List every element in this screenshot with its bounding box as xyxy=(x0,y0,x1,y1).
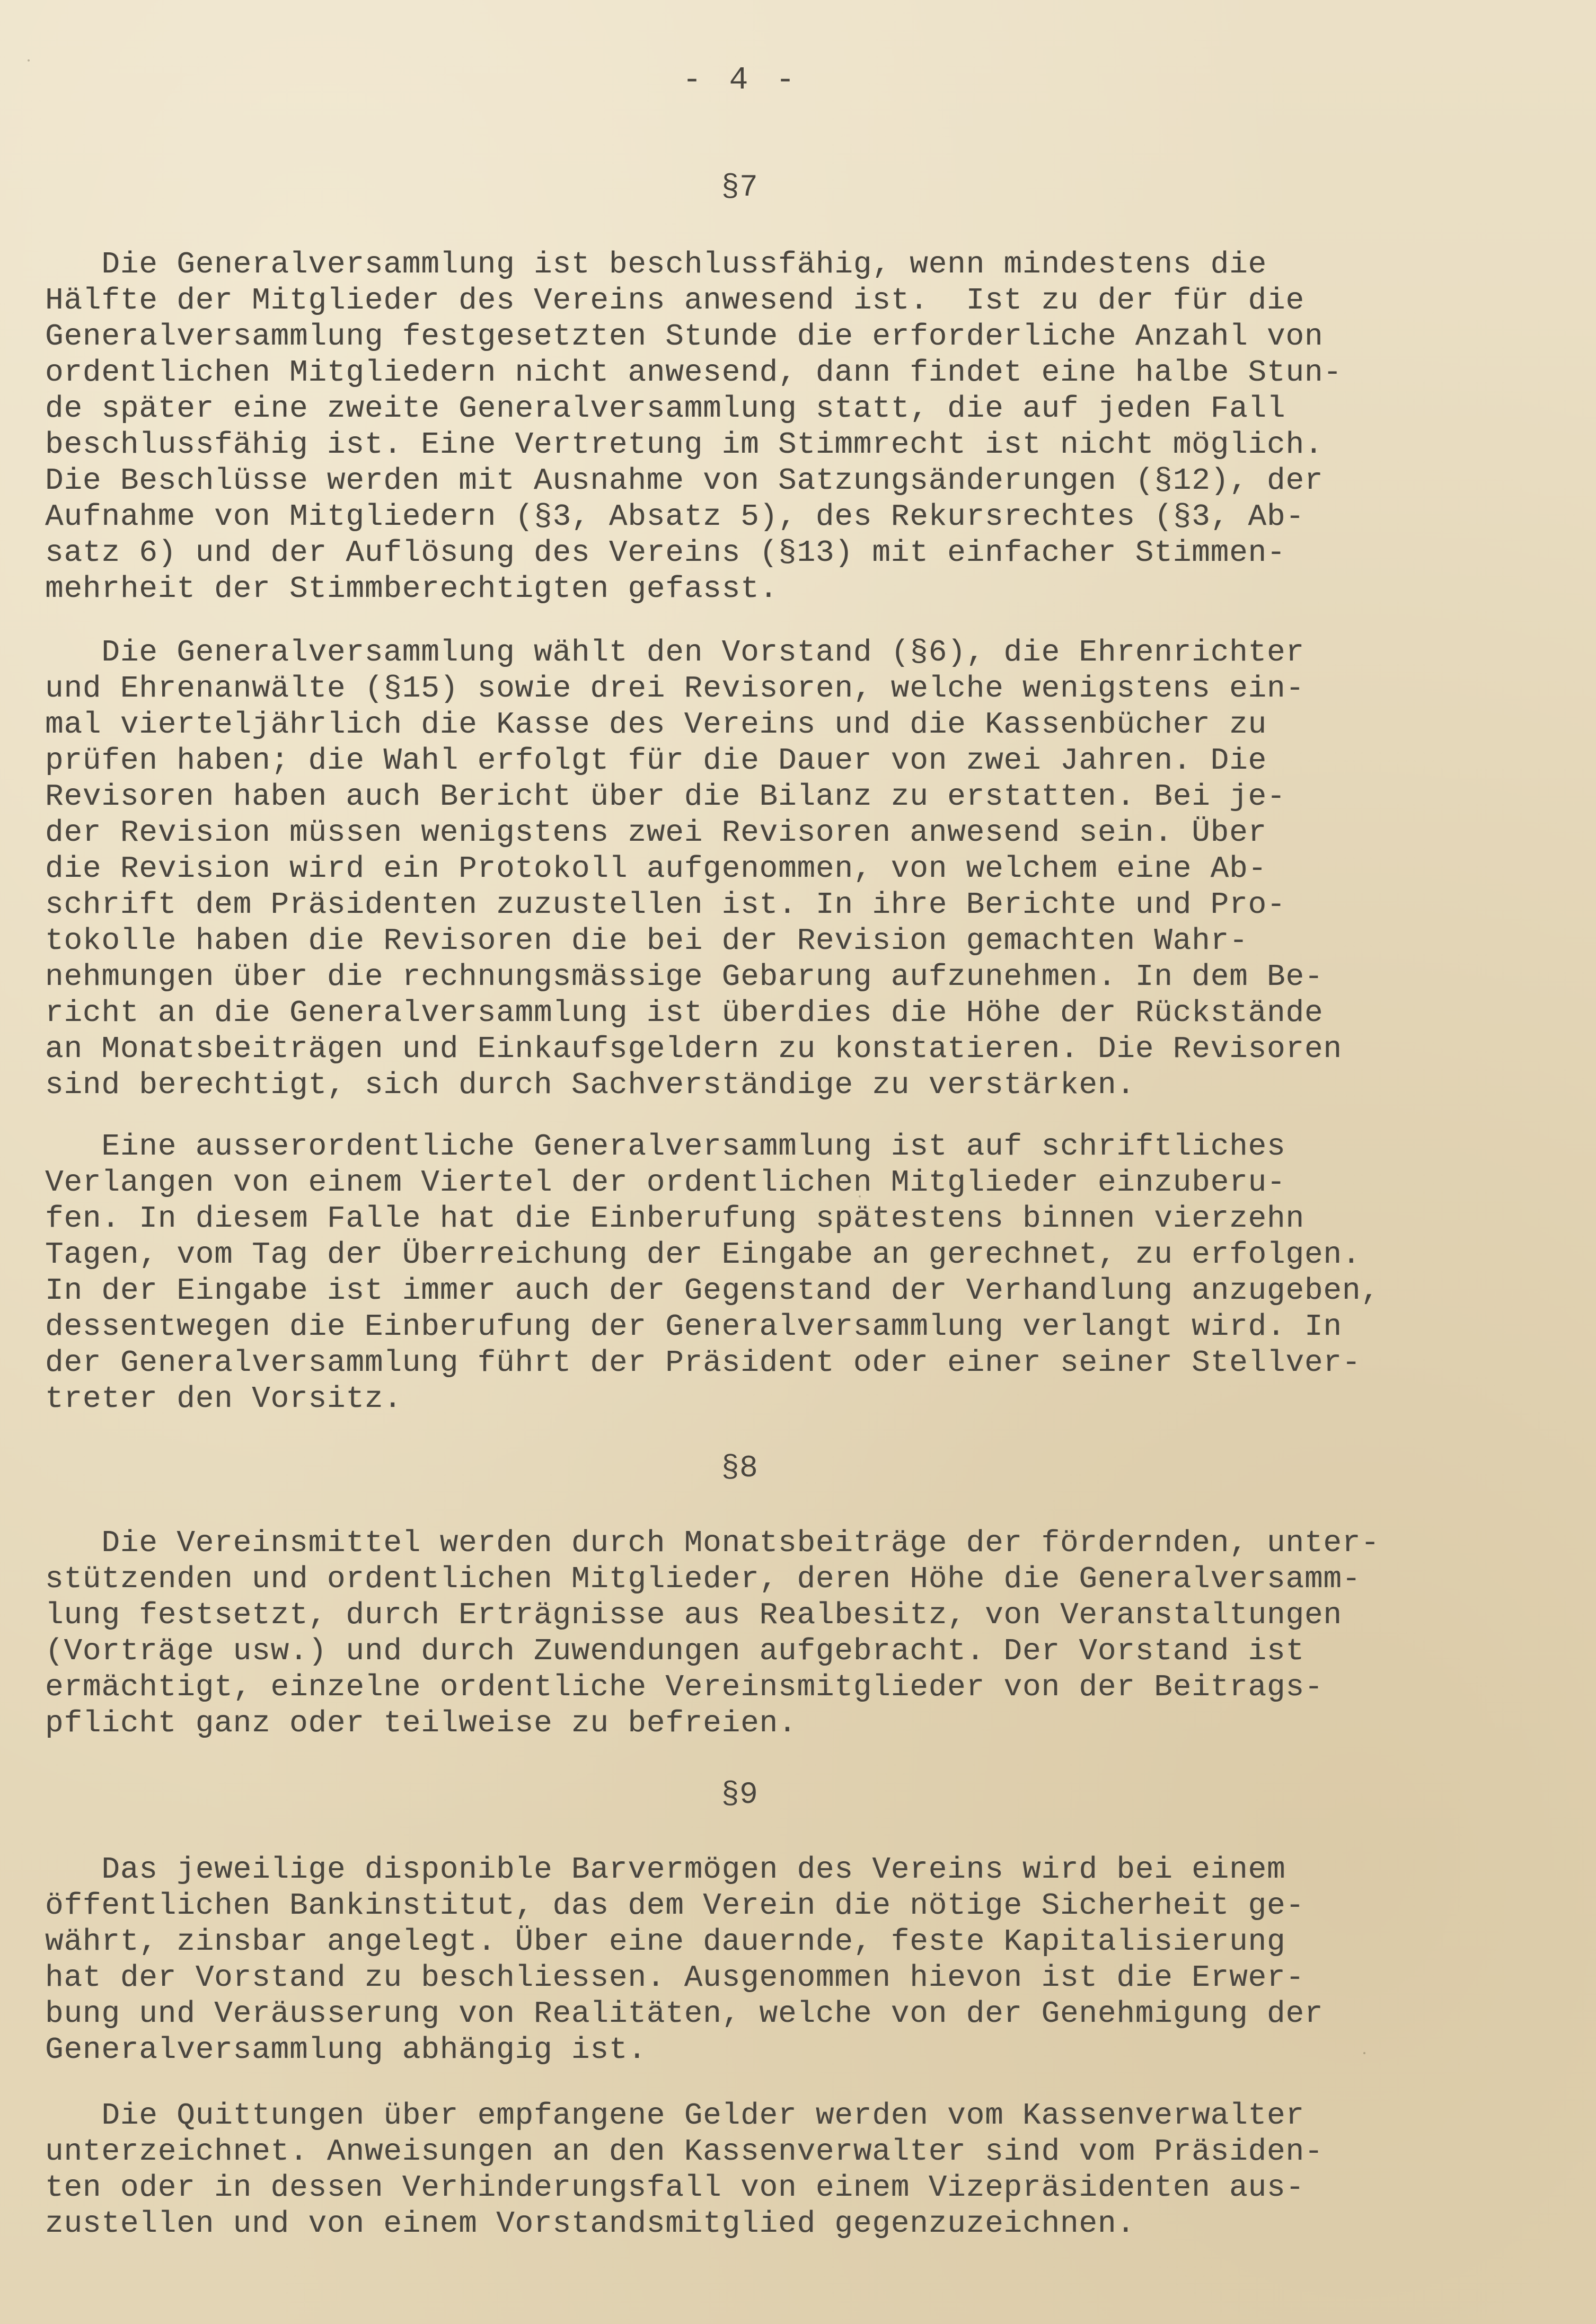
text-line: lung festsetzt, durch Erträgnisse aus Realbesitz, von Veranstaltungen xyxy=(45,1598,1342,1633)
section-heading-9: §9 xyxy=(721,1778,758,1812)
text-line: ordentlichen Mitgliedern nicht anwesend, dann findet eine halbe Stun- xyxy=(45,356,1342,390)
text-line: dessentwegen die Einberufung der Generalversammlung verlangt wird. In xyxy=(45,1310,1342,1344)
paragraph xyxy=(45,1129,1380,1418)
text-line: Die Vereinsmittel werden durch Monatsbeiträge der fördernden, unter- xyxy=(45,1526,1380,1561)
text-line: Das jeweilige disponible Barvermögen des Vereins wird bei einem xyxy=(45,1853,1286,1887)
text-line: fen. In diesem Falle hat die Einberufung spätestens binnen vierzehn xyxy=(45,1202,1304,1236)
text-line: mal vierteljährlich die Kasse des Vereins und die Kassenbücher zu xyxy=(45,708,1267,742)
text-line: satz 6) und der Auflösung des Vereins (§13) mit einfacher Stimmen- xyxy=(45,536,1286,570)
text-line: Aufnahme von Mitgliedern (§3, Absatz 5), des Rekursrechtes (§3, Ab- xyxy=(45,500,1304,534)
paragraph xyxy=(45,1852,1323,2068)
section-heading-7: §7 xyxy=(721,171,758,205)
text-line: der Revision müssen wenigstens zwei Revisoren anwesend sein. Über xyxy=(45,816,1267,850)
text-line: mehrheit der Stimmberechtigten gefasst. xyxy=(45,572,779,606)
text-line: prüfen haben; die Wahl erfolgt für die Dauer von zwei Jahren. Die xyxy=(45,744,1267,778)
text-line: In der Eingabe ist immer auch der Gegenstand der Verhandlung anzugeben, xyxy=(45,1274,1380,1308)
text-line: beschlussfähig ist. Eine Vertretung im Stimmrecht ist nicht möglich. xyxy=(45,428,1324,462)
text-line: pflicht ganz oder teilweise zu befreien. xyxy=(45,1706,797,1741)
paper-speck xyxy=(859,1195,861,1198)
text-line: (Vorträge usw.) und durch Zuwendungen aufgebracht. Der Vorstand ist xyxy=(45,1634,1304,1669)
text-line: Eine ausserordentliche Generalversammlung ist auf schriftliches xyxy=(45,1130,1286,1164)
paragraph xyxy=(45,635,1342,1104)
text-line: Die Generalversammlung wählt den Vorstand (§6), die Ehrenrichter xyxy=(45,636,1304,670)
text-line: schrift dem Präsidenten zuzustellen ist. In ihre Berichte und Pro- xyxy=(45,888,1286,922)
text-line: Verlangen von einem Viertel der ordentlichen Mitglieder einzuberu- xyxy=(45,1166,1286,1200)
text-line: de später eine zweite Generalversammlung statt, die auf jeden Fall xyxy=(45,392,1286,426)
text-line: der Generalversammlung führt der Präsident oder einer seiner Stellver- xyxy=(45,1346,1361,1380)
text-line: Tagen, vom Tag der Überreichung der Eingabe an gerechnet, zu erfolgen. xyxy=(45,1238,1361,1272)
paragraph xyxy=(45,2098,1323,2242)
text-line: sind berechtigt, sich durch Sachverständige zu verstärken. xyxy=(45,1068,1135,1103)
text-line: richt an die Generalversammlung ist überdies die Höhe der Rückstände xyxy=(45,996,1324,1031)
text-line: unterzeichnet. Anweisungen an den Kassenverwalter sind vom Präsiden- xyxy=(45,2135,1324,2169)
text-line: währt, zinsbar angelegt. Über eine dauernde, feste Kapitalisierung xyxy=(45,1925,1286,1959)
text-line: die Revision wird ein Protokoll aufgenommen, von welchem eine Ab- xyxy=(45,852,1267,886)
paragraph xyxy=(45,1526,1380,1742)
paper-speck xyxy=(28,59,30,61)
text-line: öffentlichen Bankinstitut, das dem Verein die nötige Sicherheit ge- xyxy=(45,1889,1304,1923)
text-line: ermächtigt, einzelne ordentliche Vereinsmitglieder von der Beitrags- xyxy=(45,1670,1324,1705)
text-line: tokolle haben die Revisoren die bei der Revision gemachten Wahr- xyxy=(45,924,1248,958)
text-line: stützenden und ordentlichen Mitglieder, deren Höhe die Generalversamm- xyxy=(45,1562,1361,1597)
text-line: an Monatsbeiträgen und Einkaufsgeldern zu konstatieren. Die Revisoren xyxy=(45,1032,1342,1067)
text-line: hat der Vorstand zu beschliessen. Ausgenommen hievon ist die Erwer- xyxy=(45,1961,1304,1995)
text-line: Die Generalversammlung ist beschlussfähig, wenn mindestens die xyxy=(45,248,1267,282)
paper-speck xyxy=(1363,2052,1365,2054)
text-line: bung und Veräusserung von Realitäten, welche von der Genehmigung der xyxy=(45,1997,1324,2031)
paragraph xyxy=(45,247,1342,608)
text-line: Die Quittungen über empfangene Gelder werden vom Kassenverwalter xyxy=(45,2099,1304,2133)
text-line: Generalversammlung abhängig ist. xyxy=(45,2033,647,2067)
text-line: nehmungen über die rechnungsmässige Gebarung aufzunehmen. In dem Be- xyxy=(45,960,1324,994)
text-line: Revisoren haben auch Bericht über die Bilanz zu erstatten. Bei je- xyxy=(45,780,1286,814)
text-line: treter den Vorsitz. xyxy=(45,1382,402,1416)
text-line: zustellen und von einem Vorstandsmitglied gegenzuzeichnen. xyxy=(45,2207,1135,2241)
section-heading-8: §8 xyxy=(721,1451,758,1486)
text-line: Hälfte der Mitglieder des Vereins anwesend ist. Ist zu der für die xyxy=(45,284,1304,318)
text-line: und Ehrenanwälte (§15) sowie drei Revisoren, welche wenigstens ein- xyxy=(45,672,1304,706)
text-line: Generalversammlung festgesetzten Stunde die erforderliche Anzahl von xyxy=(45,320,1324,354)
page-number: - 4 - xyxy=(682,63,799,99)
text-line: ten oder in dessen Verhinderungsfall von einem Vizepräsidenten aus- xyxy=(45,2171,1304,2205)
text-line: Die Beschlüsse werden mit Ausnahme von Satzungsänderungen (§12), der xyxy=(45,464,1324,498)
